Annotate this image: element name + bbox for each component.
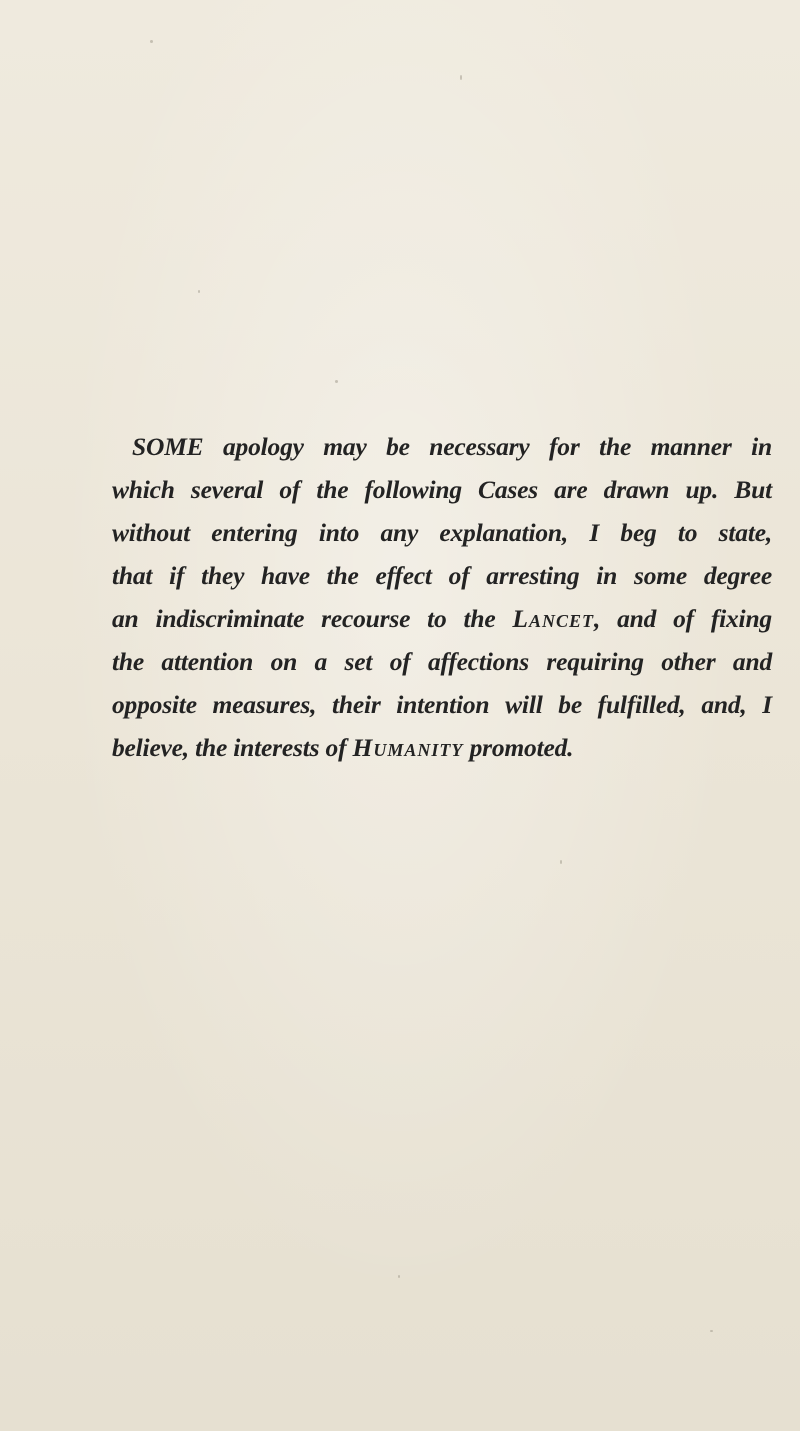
paper-speck bbox=[150, 40, 153, 43]
paper-speck bbox=[460, 75, 462, 80]
text-line-3: without entering into any explanation, I beg to state, bbox=[112, 518, 772, 547]
paper-speck bbox=[710, 1330, 713, 1332]
paper-speck bbox=[398, 1275, 400, 1278]
text-line-6: the attention on a set of affections requiring other and bbox=[112, 647, 772, 676]
opening-word: SOME bbox=[132, 432, 204, 461]
text-line-5: an indiscriminate recourse to the Lancet, and of fixing bbox=[112, 604, 772, 633]
paper-speck bbox=[335, 380, 338, 383]
text-line-4: that if they have the effect of arresting in some degree bbox=[112, 561, 772, 590]
small-caps-word: Lancet bbox=[512, 604, 594, 633]
paper-speck bbox=[560, 860, 562, 864]
text-line-7: opposite measures, their intention will be fulfilled, and, I bbox=[112, 690, 772, 719]
text-line-2: which several of the following Cases are drawn up. But bbox=[112, 475, 772, 504]
preface-paragraph bbox=[112, 425, 772, 769]
text-line-8: believe, the interests of Humanity promoted. bbox=[112, 733, 574, 762]
text-line-1: SOME apology may be necessary for the manner in bbox=[132, 432, 772, 461]
small-caps-word: Humanity bbox=[352, 733, 464, 762]
paper-speck bbox=[198, 290, 200, 293]
